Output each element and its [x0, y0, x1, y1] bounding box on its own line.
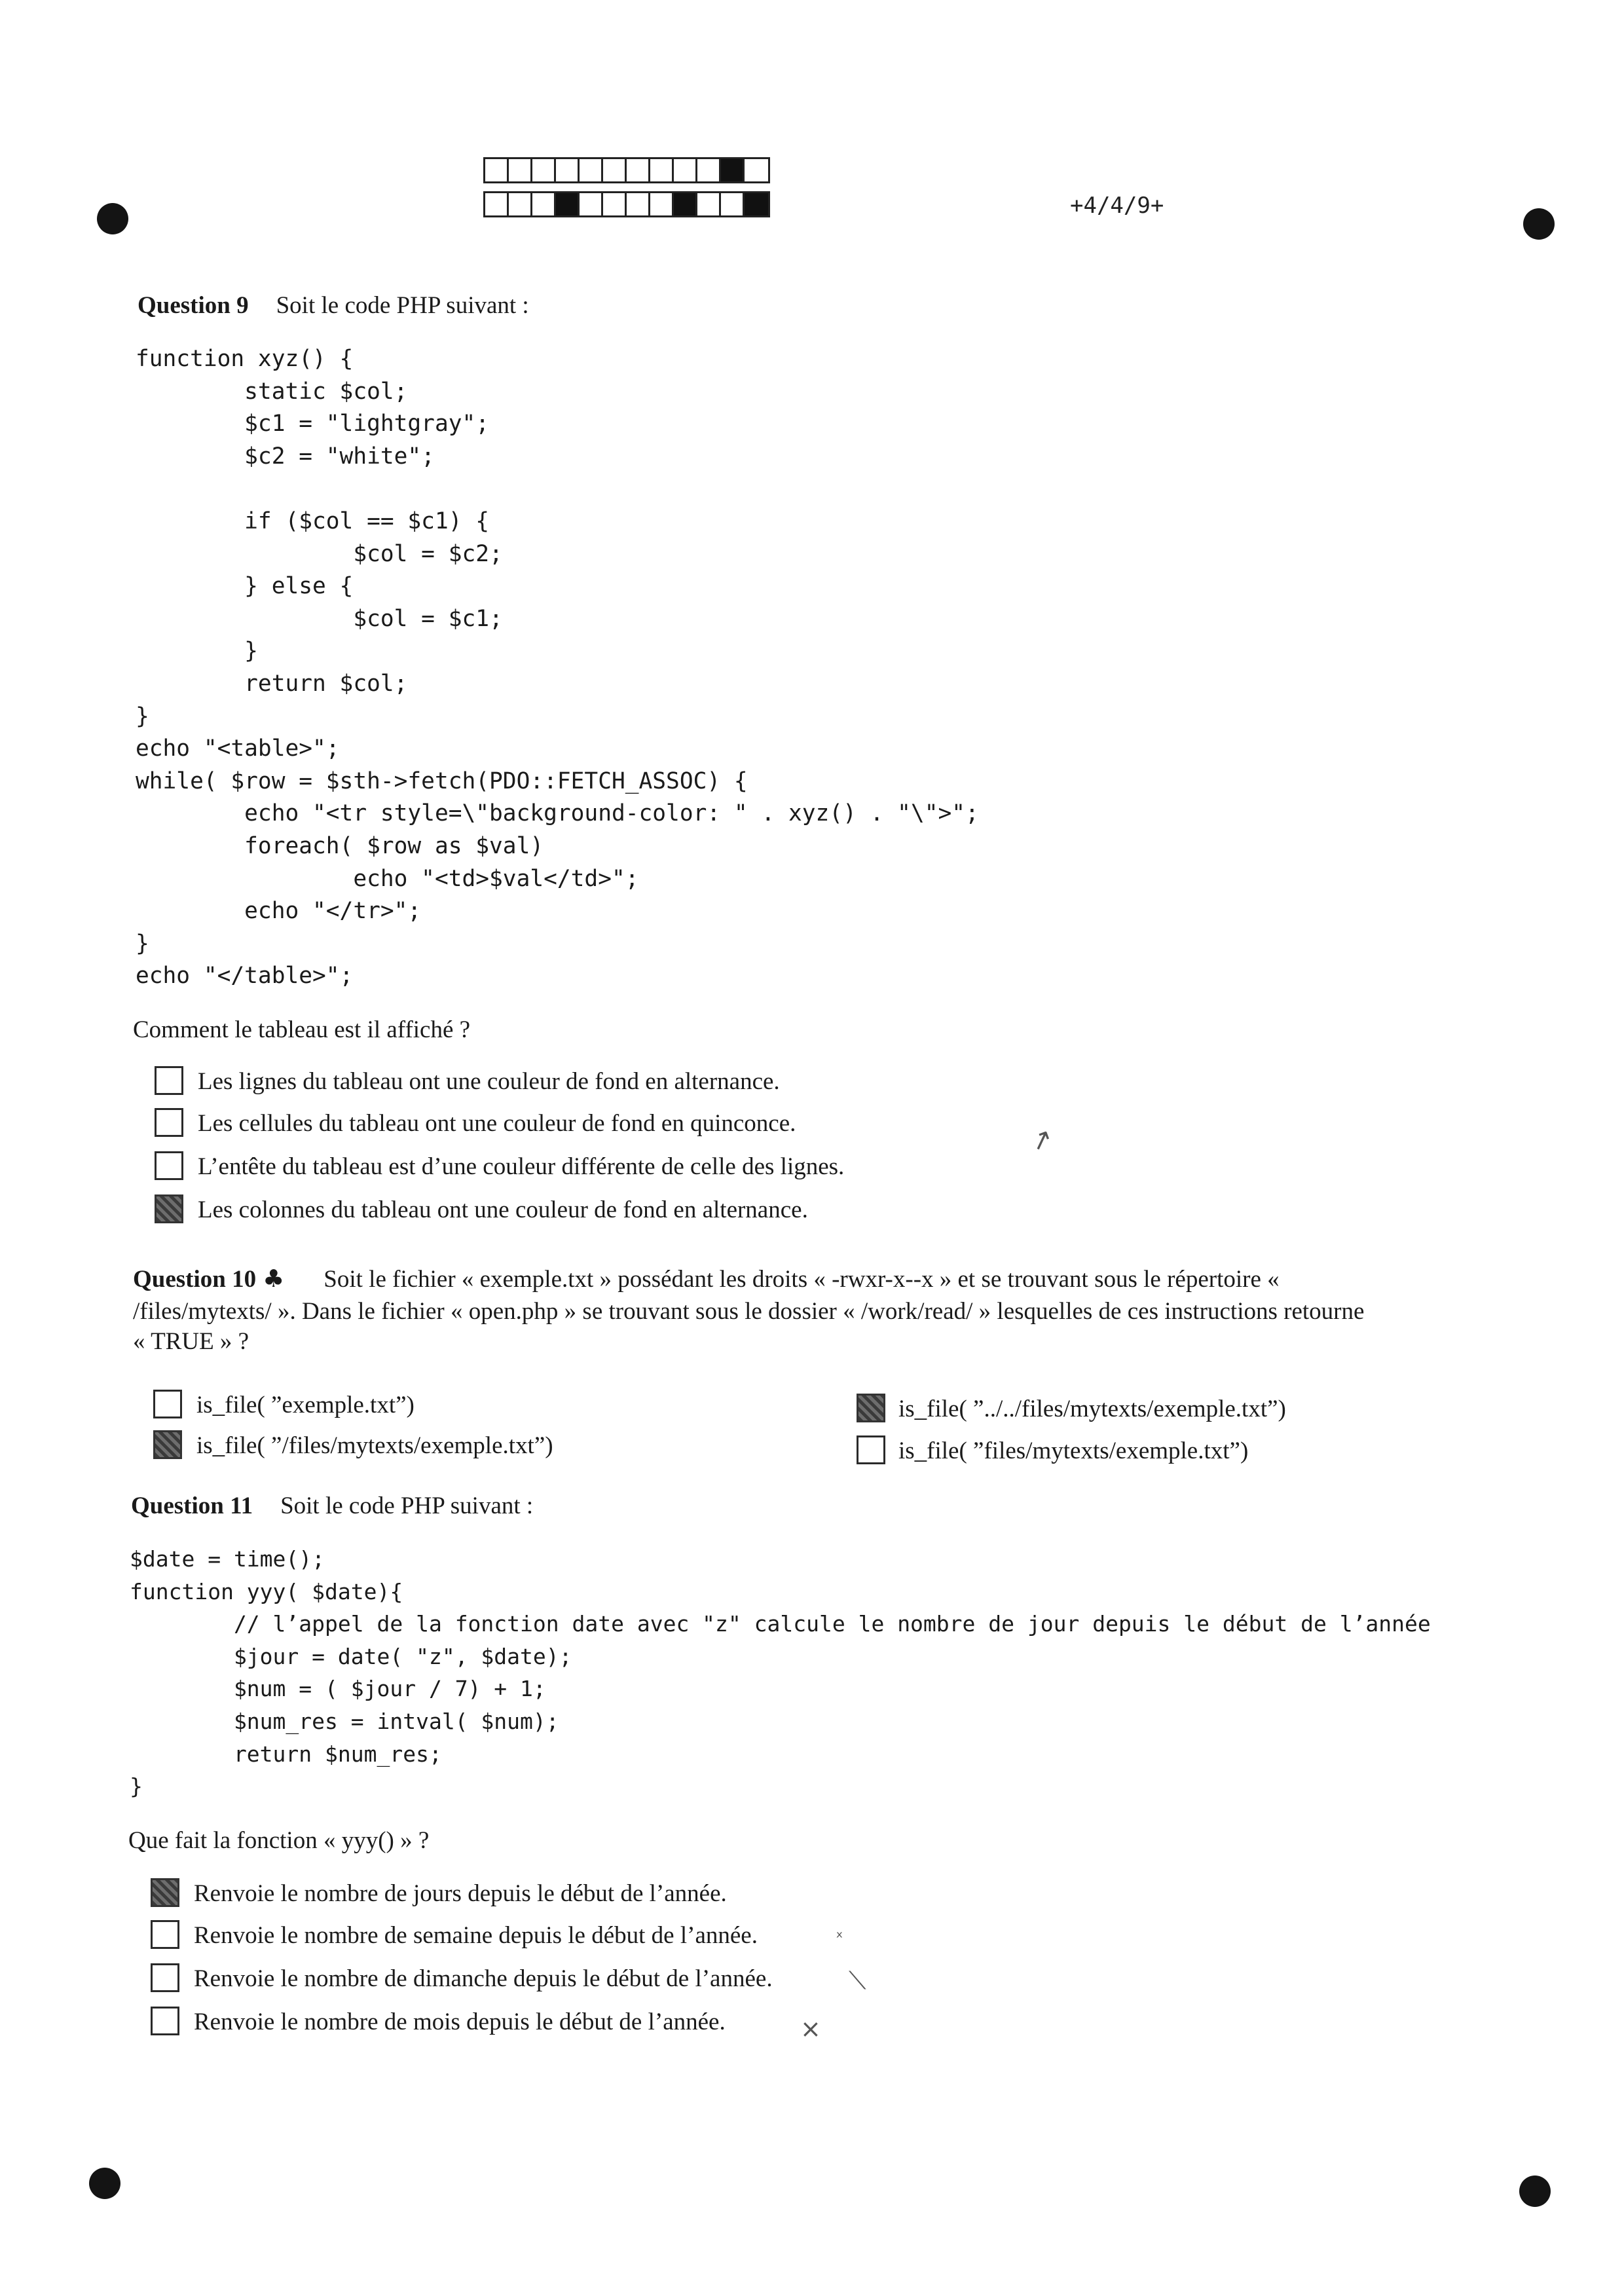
id-grid-cell — [745, 159, 768, 181]
id-grid-cell — [745, 193, 768, 215]
id-grid-cell — [485, 159, 509, 181]
q9-prompt: Comment le tableau est il affiché ? — [133, 1016, 471, 1043]
q9-option-4: Les colonnes du tableau ont une couleur de fond en alternance. — [198, 1196, 808, 1223]
q9-option-4-checkbox[interactable] — [155, 1194, 183, 1223]
q10-option-1-checkbox[interactable] — [153, 1390, 182, 1418]
q10-option-4-checkbox[interactable] — [857, 1435, 885, 1464]
id-grid-cell — [509, 159, 532, 181]
id-grid-cell — [603, 159, 627, 181]
id-grid-cell — [721, 159, 745, 181]
pencil-cross-icon: × — [800, 2014, 821, 2043]
id-grid-cell — [697, 159, 721, 181]
q11-option-4-checkbox[interactable] — [151, 2007, 179, 2035]
q10-option-1: is_file( ”exemple.txt”) — [196, 1392, 415, 1418]
registration-mark-top-left — [97, 203, 128, 234]
q11-option-2: Renvoie le nombre de semaine depuis le début de l’année. — [194, 1922, 758, 1949]
q9-option-1: Les lignes du tableau ont une couleur de fond en alternance. — [198, 1068, 780, 1095]
id-grid-cell — [532, 193, 556, 215]
q10-option-3: is_file( ”../../files/mytexts/exemple.txt”) — [898, 1396, 1286, 1422]
id-grid-cell — [650, 159, 674, 181]
registration-mark-top-right — [1523, 208, 1555, 240]
id-grid-cell — [532, 159, 556, 181]
id-grid-cell — [580, 159, 603, 181]
pencil-slash-icon: ⟍ — [849, 1966, 866, 1995]
q11-option-4: Renvoie le nombre de mois depuis le début de l’année. — [194, 2009, 726, 2035]
id-grid-cell — [603, 193, 627, 215]
id-grid-row-2 — [483, 191, 770, 217]
registration-mark-bottom-left — [89, 2168, 120, 2199]
q10-header — [133, 1263, 1508, 1296]
q10-text-line-3: « TRUE » ? — [133, 1328, 249, 1355]
q11-option-1-checkbox[interactable] — [151, 1878, 179, 1907]
q10-text-line-2: /files/mytexts/ ». Dans le fichier « open.php » se trouvant sous le dossier « /work/read/ » lesquelles de ces instructions retourne — [133, 1298, 1365, 1325]
q11-prompt: Que fait la fonction « yyy() » ? — [128, 1827, 430, 1854]
q11-option-3-checkbox[interactable] — [151, 1963, 179, 1992]
q11-option-3: Renvoie le nombre de dimanche depuis le début de l’année. — [194, 1965, 773, 1992]
q11-code: $date = time(); function yyy( $date){ // l’appel de la fonction date avec "z" calcule le nombre de jour depuis le début de l’année $jour = date( "z", $date); $num = ( $jour / 7) + 1; $num_res = intval( $num); return $num_res; } — [130, 1546, 1431, 1800]
q10-option-4: is_file( ”files/mytexts/exemple.txt”) — [898, 1437, 1249, 1464]
q11-label: Question 11 — [131, 1492, 253, 1519]
q9-option-2-checkbox[interactable] — [155, 1108, 183, 1137]
id-grid-cell — [580, 193, 603, 215]
q10-option-3-checkbox[interactable] — [857, 1394, 885, 1422]
page-id: +4/4/9+ — [1070, 193, 1164, 219]
club-icon: ♣ — [263, 1265, 285, 1293]
id-grid-cell — [509, 193, 532, 215]
id-grid-cell — [697, 193, 721, 215]
q9-option-1-checkbox[interactable] — [155, 1066, 183, 1095]
q11-option-2-checkbox[interactable] — [151, 1920, 179, 1949]
q10-option-2-checkbox[interactable] — [153, 1430, 182, 1459]
id-grid-row-1 — [483, 157, 770, 183]
q11-header — [131, 1492, 533, 1520]
pencil-mark-icon: ↗ — [1026, 1122, 1058, 1158]
q9-code: function xyz() { static $col; $c1 = "lightgray"; $c2 = "white"; if ($col == $c1) { $col = $c2; } else { $col = $c1; } return $col; } echo "<table>"; while( $row = $sth->fetch(PDO::FETCH_ASSOC) { echo "<tr style=\"background-color: " . xyz() . "\">"; foreach( $row as $val) echo "<td>$val</td>"; echo "</tr>"; } echo "</table>"; — [136, 346, 979, 990]
id-grid-cell — [650, 193, 674, 215]
q9-header — [138, 291, 529, 320]
id-grid-cell — [674, 193, 697, 215]
q9-option-3-checkbox[interactable] — [155, 1151, 183, 1180]
id-grid-cell — [485, 193, 509, 215]
registration-mark-bottom-right — [1519, 2176, 1551, 2207]
q11-option-1: Renvoie le nombre de jours depuis le début de l’année. — [194, 1880, 727, 1907]
q10-option-2: is_file( ”/files/mytexts/exemple.txt”) — [196, 1432, 553, 1459]
q9-option-2: Les cellules du tableau ont une couleur de fond en quinconce. — [198, 1110, 796, 1137]
id-grid-cell — [674, 159, 697, 181]
q10-label: Question 10 — [133, 1266, 257, 1293]
id-grid-cell — [627, 159, 650, 181]
q9-text: Soit le code PHP suivant : — [276, 292, 529, 319]
id-grid-cell — [627, 193, 650, 215]
q9-label: Question 9 — [138, 292, 249, 319]
id-grid-cell — [721, 193, 745, 215]
q11-text: Soit le code PHP suivant : — [280, 1492, 534, 1519]
q10-text-line-1: Soit le fichier « exemple.txt » possédant les droits « -rwxr-x--x » et se trouvant sous le répertoire « — [323, 1266, 1280, 1293]
pencil-tick-icon: ˣ — [836, 1928, 843, 1948]
id-grid-cell — [556, 193, 580, 215]
q9-option-3: L’entête du tableau est d’une couleur différente de celle des lignes. — [198, 1153, 845, 1180]
id-grid-cell — [556, 159, 580, 181]
